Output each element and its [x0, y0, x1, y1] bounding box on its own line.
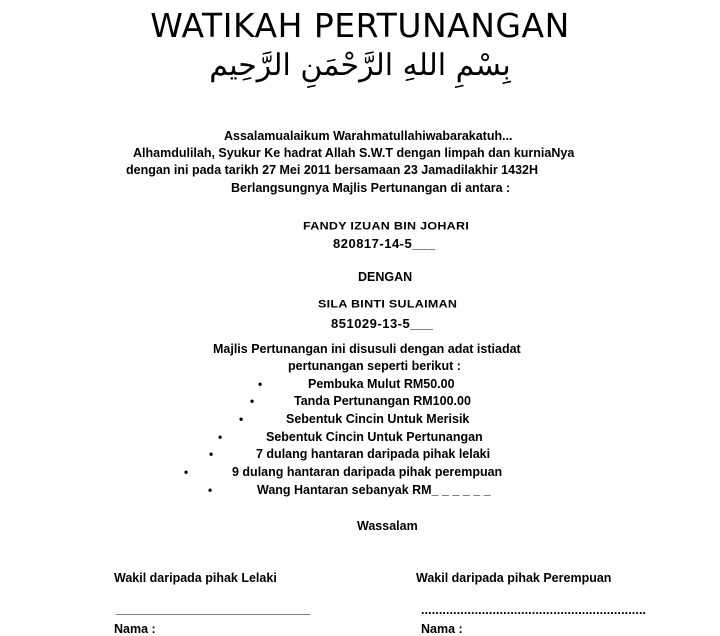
intro-line-1: Alhamdulilah, Syukur Ke hadrat Allah S.W.T dengan limpah dan kurniaNya [133, 146, 575, 160]
list-item: Tanda Pertunangan RM100.00 [294, 394, 471, 408]
bullet-icon: • [258, 377, 263, 391]
bullet-icon: • [218, 430, 223, 444]
bullet-icon: • [209, 447, 214, 461]
intro-line-2: dengan ini pada tarikh 27 Mei 2011 bersamaan 23 Jamadilakhir 1432H [126, 163, 539, 177]
left-signature-label: Wakil daripada pihak Lelaki [114, 571, 277, 585]
connector-text: DENGAN [358, 270, 413, 284]
document-title: WATIKAH PERTUNANGAN [150, 6, 570, 45]
left-name-label: Nama : [114, 622, 156, 636]
party1-ic-number: 820817-14-5___ [333, 236, 436, 251]
list-item: Pembuka Mulut RM50.00 [308, 377, 455, 391]
bullet-icon: • [184, 465, 189, 479]
basmalah-calligraphy: بِسْمِ اللهِ الرَّحْمَنِ الرَّحِيم [209, 48, 511, 83]
list-item: 7 dulang hantaran daripada pihak lelaki [256, 447, 491, 461]
greeting-line: Assalamualaikum Warahmatullahiwabarakatuh... [224, 129, 513, 143]
left-signature-line: ______________________________ [116, 602, 310, 616]
bullet-icon: • [208, 483, 213, 497]
customs-line-2: pertunangan seperti berikut : [288, 359, 461, 373]
right-name-label: Nama : [421, 622, 463, 636]
list-item: Sebentuk Cincin Untuk Merisik [286, 412, 470, 426]
party2-name: SILA BINTI SULAIMAN [318, 298, 458, 310]
list-item: Sebentuk Cincin Untuk Pertunangan [266, 430, 483, 444]
intro-line-3: Berlangsungnya Majlis Pertunangan di antara : [231, 181, 511, 195]
bullet-icon: • [250, 394, 255, 408]
customs-line-1: Majlis Pertunangan ini disusuli dengan adat istiadat [213, 342, 521, 356]
closing-text: Wassalam [357, 519, 418, 533]
list-item: Wang Hantaran sebanyak RM_ _ _ _ _ _ [257, 483, 491, 497]
bullet-icon: • [239, 412, 244, 426]
list-item: 9 dulang hantaran daripada pihak perempuan [232, 465, 503, 479]
party1-name: FANDY IZUAN BIN JOHARI [303, 220, 470, 232]
party2-ic-number: 851029-13-5___ [331, 316, 434, 331]
right-signature-label: Wakil daripada pihak Perempuan [416, 571, 612, 585]
right-signature-line: ............................................................... [421, 603, 647, 617]
